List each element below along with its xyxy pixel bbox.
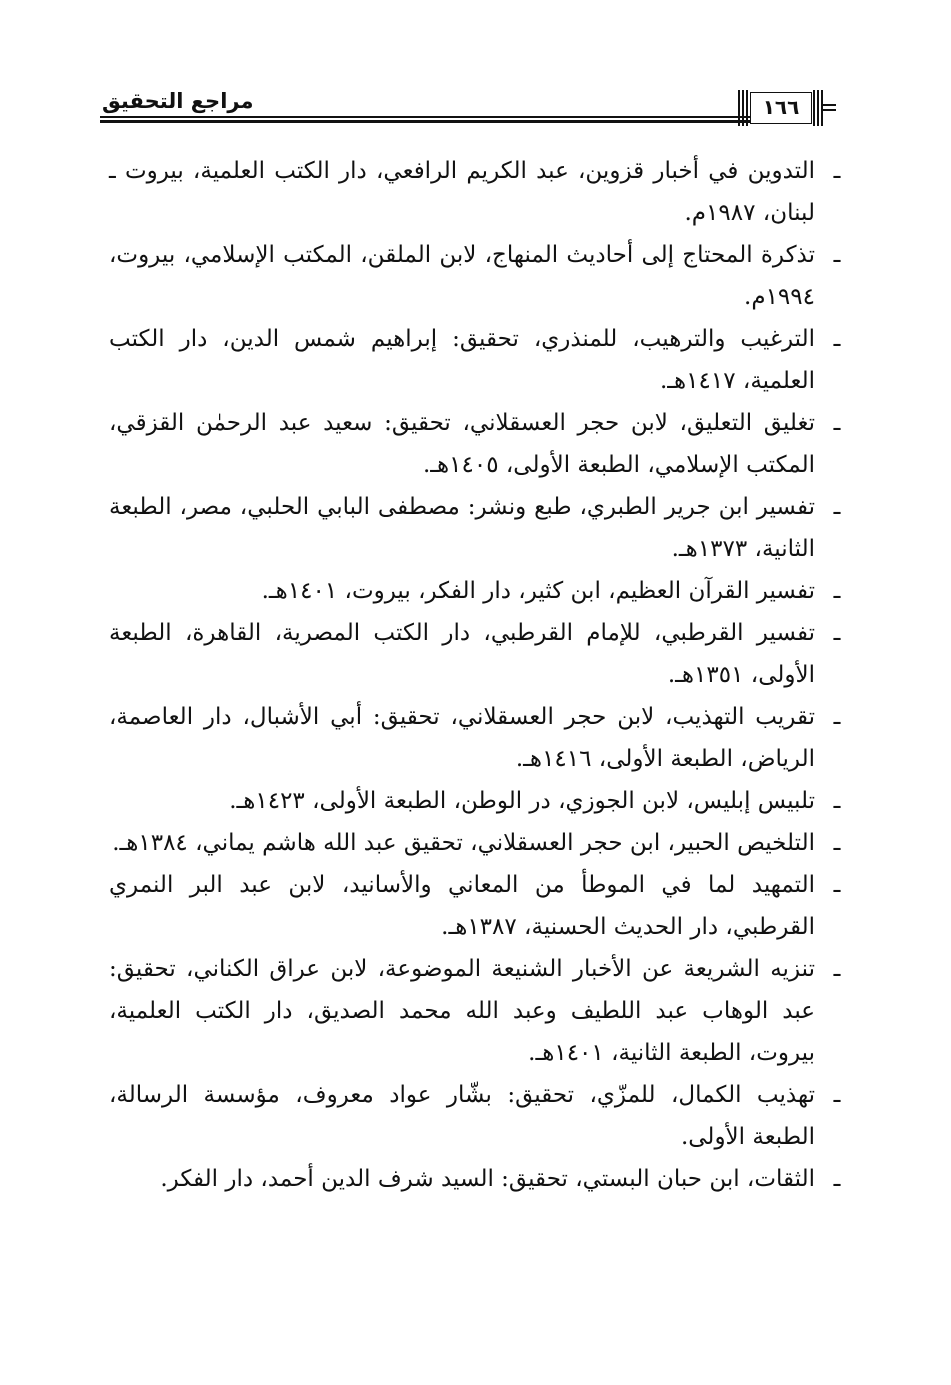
entry-text: الترغيب والترهيب، للمنذري، تحقيق: إبراهيم شمس الدين، دار الكتب العلمية، ١٤١٧هـ. (109, 326, 815, 394)
entry-text: التلخيص الحبير، ابن حجر العسقلاني، تحقيق عبد الله هاشم يماني، ١٣٨٤هـ. (112, 830, 815, 856)
running-header-title: مراجع التحقيق (102, 89, 254, 113)
reference-entry (109, 822, 851, 864)
entry-bullet: ـ (833, 830, 841, 856)
entry-text: تفسير القرطبي، للإمام القرطبي، دار الكتب المصرية، القاهرة، الطبعة الأولى، ١٣٥١هـ. (109, 620, 815, 688)
entry-bullet: ـ (833, 410, 841, 436)
entry-bullet: ـ (833, 704, 841, 730)
entry-text: تذكرة المحتاج إلى أحاديث المنهاج، لابن الملقن، المكتب الإسلامي، بيروت، ١٩٩٤م. (109, 242, 815, 310)
entry-bullet: ـ (833, 158, 841, 184)
reference-list (109, 150, 851, 1200)
reference-entry (109, 150, 851, 234)
entry-text: تنزيه الشريعة عن الأخبار الشنيعة الموضوعة، لابن عراق الكناني، تحقيق: عبد الوهاب عبد اللطيف وعبد الله محمد الصديق، دار الكتب العلمية، بيروت، الطبعة الثانية، ١٤٠١هـ. (109, 956, 815, 1066)
reference-entry (109, 486, 851, 570)
entry-text: تفسير القرآن العظيم، ابن كثير، دار الفكر، بيروت، ١٤٠١هـ. (261, 578, 815, 604)
reference-entry (109, 780, 851, 822)
entry-text: تهذيب الكمال، للمزّي، تحقيق: بشّار عواد معروف، مؤسسة الرسالة، الطبعة الأولى. (109, 1082, 815, 1150)
entry-bullet: ـ (833, 1166, 841, 1192)
reference-entry (109, 570, 851, 612)
entry-text: الثقات، ابن حبان البستي، تحقيق: السيد شرف الدين أحمد، دار الفكر. (160, 1166, 815, 1192)
reference-entry (109, 696, 851, 780)
entry-bullet: ـ (833, 578, 841, 604)
entry-text: تفسير ابن جرير الطبري، طبع ونشر: مصطفى البابي الحلبي، مصر، الطبعة الثانية، ١٣٧٣هـ. (109, 494, 815, 562)
entry-bullet: ـ (833, 326, 841, 352)
reference-entry (109, 1074, 851, 1158)
entry-bullet: ـ (833, 242, 841, 268)
entry-text: التمهيد لما في الموطأ من المعاني والأسانيد، لابن عبد البر النمري القرطبي، دار الحديث الحسنية، ١٣٨٧هـ. (109, 872, 815, 940)
entry-bullet: ـ (833, 872, 841, 898)
entry-bullet: ـ (833, 1082, 841, 1108)
entry-text: التدوين في أخبار قزوين، عبد الكريم الرافعي، دار الكتب العلمية، بيروت ـ لبنان، ١٩٨٧م. (109, 158, 815, 226)
reference-entry (109, 612, 851, 696)
reference-entry (109, 402, 851, 486)
header-rule-tail (822, 104, 836, 112)
page-number: ١٦٦ (750, 92, 812, 124)
reference-entry (109, 234, 851, 318)
reference-entry (109, 948, 851, 1074)
header-rule-thin (100, 116, 750, 118)
reference-entry (109, 1158, 851, 1200)
entry-text: تغليق التعليق، لابن حجر العسقلاني، تحقيق: سعيد عبد الرحمٰن القزقي، المكتب الإسلامي، الطبعة الأولى، ١٤٠٥هـ. (109, 410, 815, 478)
entry-bullet: ـ (833, 494, 841, 520)
entry-bullet: ـ (833, 956, 841, 982)
reference-entry (109, 864, 851, 948)
reference-entry (109, 318, 851, 402)
entry-bullet: ـ (833, 788, 841, 814)
header-rule-thick (100, 120, 750, 123)
entry-text: تقريب التهذيب، لابن حجر العسقلاني، تحقيق: أبي الأشبال، دار العاصمة، الرياض، الطبعة الأولى، ١٤١٦هـ. (109, 704, 815, 772)
entry-text: تلبيس إبليس، لابن الجوزي، در الوطن، الطبعة الأولى، ١٤٢٣هـ. (229, 788, 815, 814)
entry-bullet: ـ (833, 620, 841, 646)
running-header (100, 86, 836, 132)
page-number-bars-left (738, 90, 748, 126)
